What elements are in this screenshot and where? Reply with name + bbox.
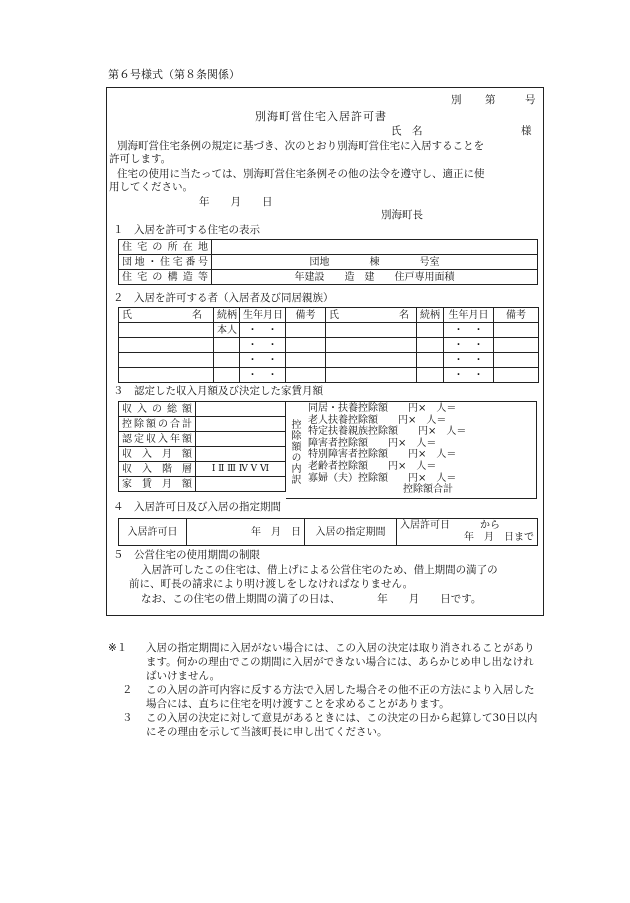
annual-income-label: 認定収入年額 [119,432,196,447]
table-row [119,323,539,338]
location-value [212,240,538,255]
complex-number-value: 団地 棟 号室 [212,255,538,270]
doc-number-go: 号 [525,94,536,106]
form-number-label: 第６号様式（第８条関係） [108,68,240,81]
occupants-table [118,307,539,383]
footnote-item [108,711,540,739]
footnote-number: ２ [122,684,133,696]
deduction-line: 特定扶養親族控除額 円× 人＝ [308,426,467,438]
monthly-income-label: 収入月額 [119,447,196,462]
table-row [119,338,539,353]
occupant-name-header-right: 氏 名 [326,308,417,323]
section1-heading: １ 入居を許可する住宅の表示 [113,224,260,236]
footnote-text: 入居の指定期間に入居がない場合には、この入居の決定は取り消されることがあります。何かの理由でこの期間に入居ができない場合には、あらかじめ申し出なければいけません。 [146,642,535,682]
birthdate-placeholder: ・ ・ [240,323,286,338]
recipient-sama: 様 [521,125,532,137]
doc-number-betsu: 別 [451,94,462,106]
deduction-line: 同居・扶養控除額 円× 人＝ [308,403,457,414]
permit-date-value: 年 月 日 [187,519,305,546]
footnote-text: この入居の決定に対して意見があるときには、この決定の日から起算して30日以内にその理由を示して当該町長に申し出てください。 [146,712,538,738]
relation-self: 本人 [214,323,240,338]
birthdate-placeholder: ・ ・ [444,323,494,338]
deduction-breakdown-box [286,401,537,499]
intro-paragraph-1b: 許可します。 [109,153,172,165]
income-bracket-levels: Ⅰ Ⅱ Ⅲ Ⅳ Ⅴ Ⅵ [196,462,286,477]
table-row [119,368,539,383]
birthdate-placeholder: ・ ・ [444,368,494,383]
note-header-left: 備考 [286,308,326,323]
period-from: 入居許可日 から [400,520,500,531]
lease-limit-line3: なお、この住宅の借上期間の満了の日は、 年 月 日です。 [141,593,482,605]
birthdate-placeholder: ・ ・ [444,353,494,368]
section4-heading: ４ 入居許可日及び入居の指定期間 [113,501,281,513]
birthdate-placeholder: ・ ・ [240,338,286,353]
birthdate-placeholder: ・ ・ [444,338,494,353]
income-table [118,401,286,492]
doc-number-dai: 第 [485,94,496,106]
occupant-name-header-left: 氏 名 [119,308,214,323]
period-to: 年 月 日まで [464,532,534,543]
intro-paragraph-1a: 別海町営住宅条例の規定に基づき、次のとおり別海町営住宅に入居することを [117,140,485,152]
footnote-item [108,641,540,683]
section2-heading: ２ 入居を許可する者（入居者及び同居親族） [113,292,334,304]
designated-period-label: 入居の指定期間 [305,519,397,546]
birthdate-header-right: 生年月日 [444,308,494,323]
section5-heading: ５ 公営住宅の使用期間の制限 [113,549,260,561]
location-label: 住宅の所在地 [119,240,212,255]
intro-paragraph-2a: 住宅の使用に当たっては、別海町営住宅条例その他の法令を遵守し、適正に使 [117,168,485,180]
deduction-line: 寡婦（夫）控除額 円× 人＝ [308,472,457,484]
complex-number-label: 団地・住宅番号 [119,255,212,270]
birthdate-header-left: 生年月日 [240,308,286,323]
footnote-number: ３ [122,712,133,724]
deduction-total-label: 控除額合計 [403,484,453,496]
recipient-name-label: 氏 名 [391,125,423,137]
birthdate-placeholder: ・ ・ [240,353,286,368]
rent-label: 家賃月額 [119,477,196,492]
permit-date-label: 入居許可日 [119,519,187,546]
deduction-line: 特別障害者控除額 円× 人＝ [308,449,457,461]
deduction-line: 障害者控除額 円× 人＝ [308,437,437,449]
permit-period-table [118,518,538,546]
issuer-name: 別海町長 [381,209,423,221]
note-header-right: 備考 [494,308,539,323]
lease-limit-line2: 前に、町長の請求により明け渡しをしなければなりません。 [129,578,414,590]
intro-paragraph-2b: 用してください。 [109,181,193,193]
birthdate-placeholder: ・ ・ [240,368,286,383]
footnote-text: この入居の許可内容に反する方法で入居した場合その他不正の方法により入居した場合には、直ちに住宅を明け渡すことを求めることがあります。 [146,684,535,710]
total-income-label: 収入の総額 [119,402,196,417]
footnotes [108,641,540,739]
relation-header-right: 続柄 [417,308,444,323]
section3-heading: ３ 認定した収入月額及び決定した家賃月額 [113,385,323,397]
relation-header-left: 続柄 [214,308,240,323]
lease-limit-line1: 入居許可したこの住宅は、借上げによる公営住宅のため、借上期間の満了の [141,564,498,576]
structure-label: 住宅の構造等 [119,270,212,285]
permit-form-frame [106,87,544,616]
deduction-sum-label: 控除額の合計 [119,417,196,432]
footnote-item [108,683,540,711]
housing-info-table [118,239,538,285]
deduction-breakdown-title: 控除額の内訳 [289,419,300,485]
structure-value: 年建設 造 建 住戸専用面積 [212,270,538,285]
deduction-line: 老人扶養控除額 円× 人＝ [308,414,447,426]
document-title: 別海町営住宅入居許可書 [255,110,387,123]
issue-date: 年 月 日 [199,196,273,208]
table-row [119,353,539,368]
deduction-line: 老齢者控除額 円× 人＝ [308,460,437,472]
income-bracket-label: 収入階層 [119,462,196,477]
footnote-number: ※１ [108,642,128,654]
